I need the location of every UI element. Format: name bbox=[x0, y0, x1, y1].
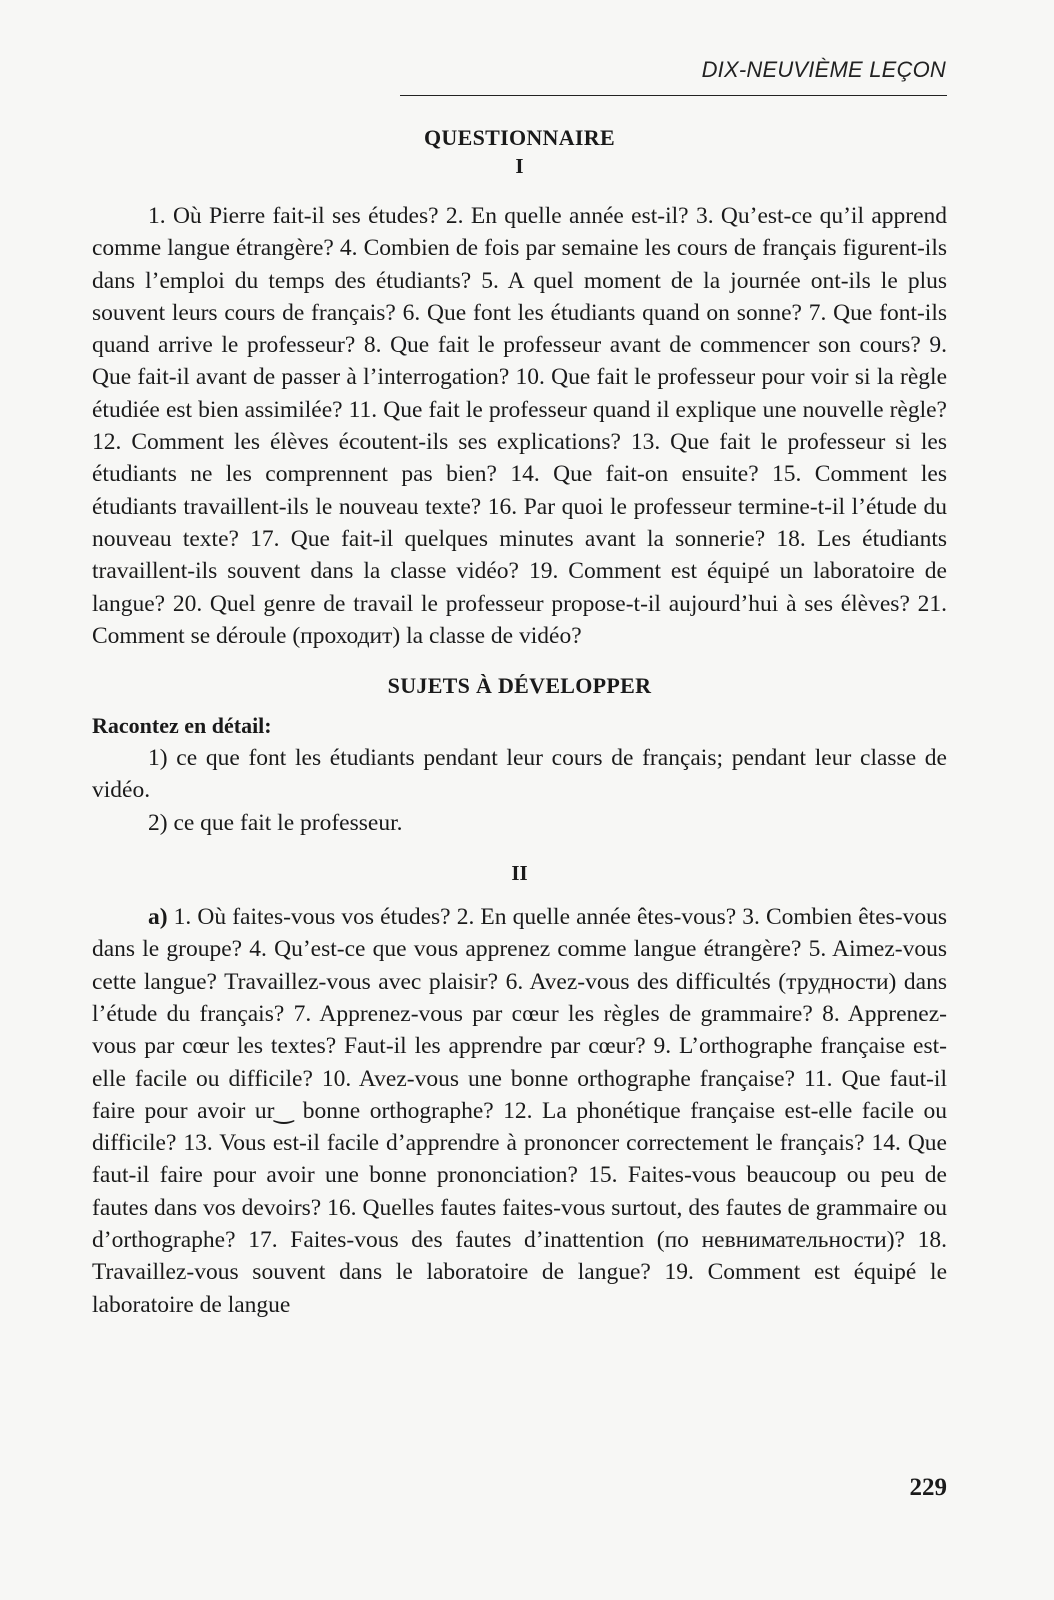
section-number-ii: II bbox=[511, 861, 528, 886]
sujet-item-2: 2) ce que fait le professeur. bbox=[148, 809, 403, 836]
page-content bbox=[92, 122, 947, 1321]
sujet-item-1: 1) ce que font les étudiants pendant leur cours de français; pendant leur classe de vidéo. bbox=[92, 745, 947, 804]
questionnaire-text-ii-body: 1. Où faites-vous vos études? 2. En quelle année êtes-vous? 3. Combien êtes-vous dans le groupe? 4. Qu’est-ce que vous apprenez comme langue étrangère? 5. Aimez-vous cette langue? Travaillez-vous avec plaisir? 6. Avez-vous des difficultés (трудности) dans l’étude du français? 7. Apprenez-vous par cœur les règles de grammaire? 8. Apprenez-vous par cœur les textes? Faut-il les apprendre par cœur? 9. L’orthographe française est-elle facile ou difficile? 10. Avez-vous une bonne orthographe française? 11. Que faut-il faire pour avoir ur‿ bonne orthographe? 12. La phonétique française est-elle facile ou difficile? 13. Vous est-il facile d’apprendre à prononcer correctement le français? 14. Que faut-il faire pour avoir une bonne prononciation? 15. Faites-vous beaucoup ou peu de fautes dans vos devoirs? 16. Quelles fautes faites-vous surtout, des fautes de grammaire ou d’orthographe? 17. Faites-vous des fautes d’inattention (по невнимательности)? 18. Travaillez-vous souvent dans le laboratoire de langue? 19. Comment est équipé le laboratoire de langue bbox=[92, 904, 947, 1318]
sujets-heading: SUJETS À DÉVELOPPER bbox=[387, 673, 652, 699]
questionnaire-heading: QUESTIONNAIRE bbox=[424, 125, 615, 150]
questionnaire-text-ii bbox=[92, 901, 947, 1321]
questionnaire-text-i: 1. Où Pierre fait-il ses études? 2. En quelle année est-il? 3. Qu’est-ce qu’il apprend comme langue étrangère? 4. Combien de fois par semaine les cours de français figurent-ils dans l’emploi du temps des étudiants? 5. A quel moment de la journée ont-ils le plus souvent leurs cours de français? 6. Que font les étudiants quand on sonne? 7. Que font-ils quand arrive le professeur? 8. Que fait le professeur avant de commencer son cours? 9. Que fait-il avant de passer à l’interrogation? 10. Que fait le professeur pour voir si la règle étudiée est bien assimilée? 11. Que fait le professeur quand il explique une nouvelle règle? 12. Comment les élèves écoutent-ils ses explications? 13. Que fait le professeur si les étudiants ne les comprennent pas bien? 14. Que fait-on ensuite? 15. Comment les étudiants travaillent-ils le nouveau texte? 16. Par quoi le professeur termine-t-il l’étude du nouveau texte? 17. Que fait-il quelques minutes avant la sonnerie? 18. Les étudiants travaillent-ils souvent dans la classe vidéo? 19. Comment est équipé un laboratoire de langue? 20. Quel genre de travail le professeur propose-t-il aujourd’hui à ses élèves? 21. Comment se déroule (проходит) la classe de vidéo? bbox=[92, 203, 947, 649]
section-number-i: I bbox=[515, 154, 524, 178]
running-head: DIX-NEUVIÈME LEÇON bbox=[701, 57, 946, 82]
page-number: 229 bbox=[909, 1474, 947, 1501]
racontez-label: Racontez en détail: bbox=[92, 713, 272, 739]
header-rule bbox=[400, 95, 947, 96]
subsection-marker-a: a) bbox=[148, 904, 168, 931]
